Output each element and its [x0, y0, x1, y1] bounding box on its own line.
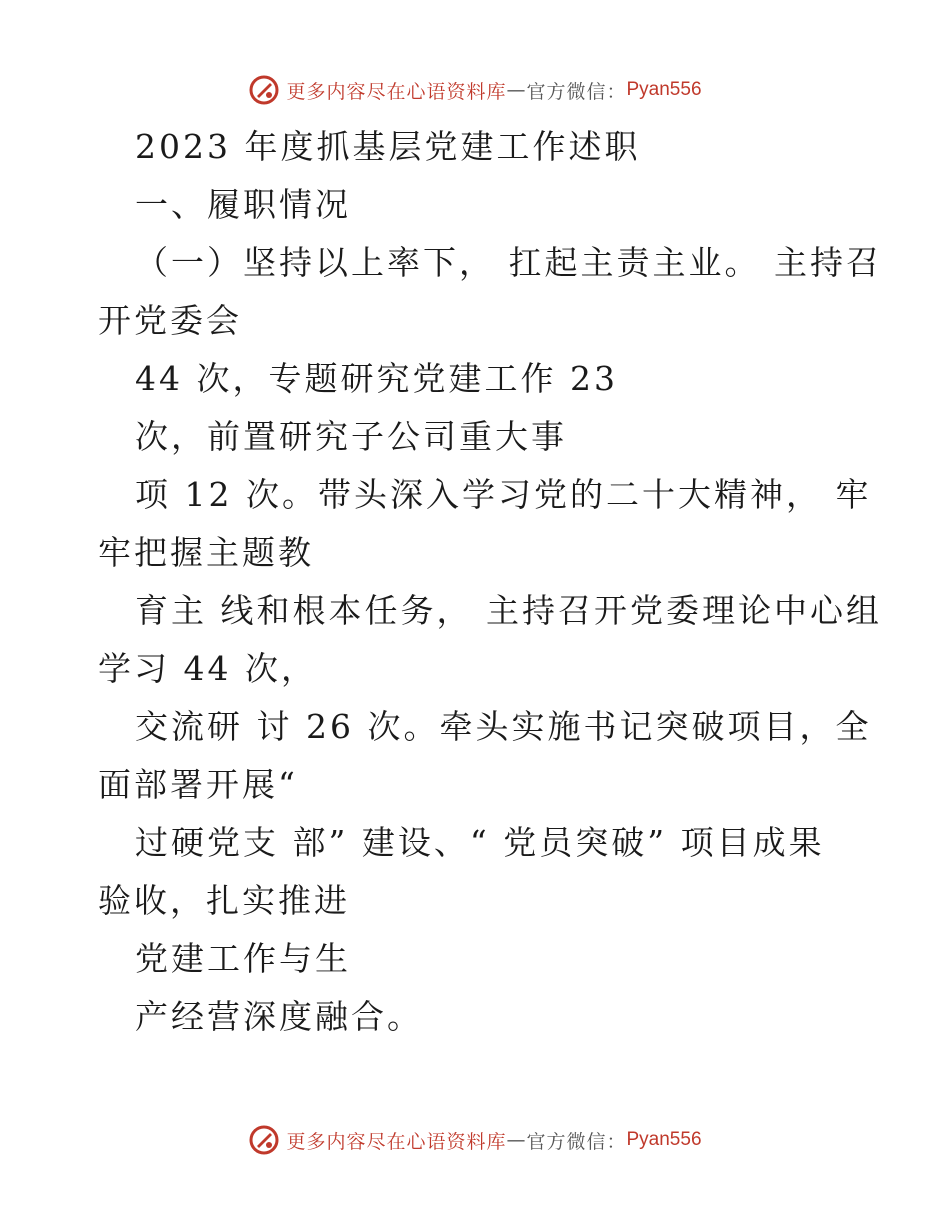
header-watermark	[0, 70, 950, 110]
watermark-wechat-id: Pyan556	[626, 1129, 702, 1150]
paragraph-line: 项 12 次。带头深入学习党的二十大精神， 牢	[135, 475, 872, 514]
watermark-main-text: 更多内容尽在心语资料库	[286, 1130, 507, 1153]
paragraph-line: 过硬党支 部” 建设、“ 党员突破” 项目成果	[135, 823, 825, 862]
paragraph-line: 开党委会	[98, 301, 242, 340]
watermark-wechat-id: Pyan556	[626, 79, 702, 100]
paragraph-line: 44 次，专题研究党建工作 23	[135, 359, 618, 398]
watermark-label: 官方微信：	[526, 80, 627, 103]
watermark-separator: —	[506, 79, 527, 101]
paragraph-line: 面部署开展“	[98, 765, 298, 804]
paragraph-line: （一）坚持以上率下， 扛起主责主业。 主持召	[135, 243, 882, 282]
paragraph-line: 交流研 讨 26 次。牵头实施书记突破项目，全	[135, 707, 872, 746]
paragraph-line: 学习 44 次，	[98, 649, 317, 688]
paragraph-line: 牢把握主题教	[98, 533, 314, 572]
watermark-separator: —	[506, 1129, 527, 1151]
paragraph-line: 验收，扎实推进	[98, 881, 350, 920]
paragraph-line: 产经营深度融合。	[135, 997, 423, 1036]
paragraph-line: 次，前置研究子公司重大事	[135, 417, 567, 456]
document-title: 2023 年度抓基层党建工作述职	[135, 127, 641, 166]
watermark-label: 官方微信：	[526, 1130, 627, 1153]
brand-logo-icon	[248, 74, 280, 106]
watermark-main-text: 更多内容尽在心语资料库	[286, 80, 507, 103]
paragraph-line: 育主 线和根本任务， 主持召开党委理论中心组	[135, 591, 882, 630]
section-heading: 一、履职情况	[135, 185, 351, 224]
document-body	[98, 118, 882, 1046]
paragraph-line: 党建工作与生	[135, 939, 351, 978]
footer-watermark	[0, 1120, 950, 1160]
brand-logo-icon	[248, 1124, 280, 1156]
